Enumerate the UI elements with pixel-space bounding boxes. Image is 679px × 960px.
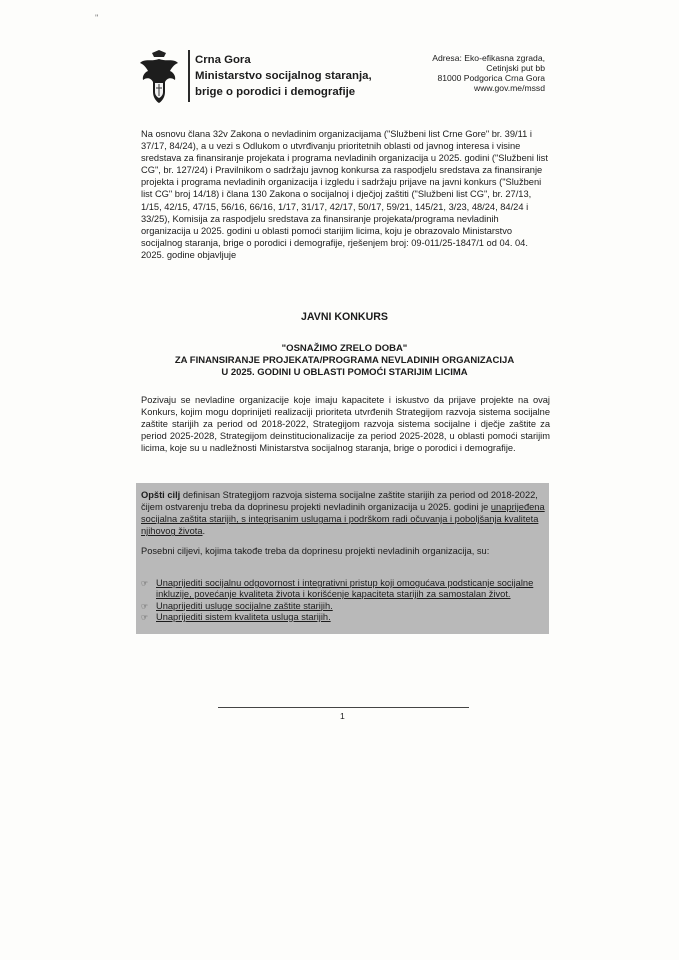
list-item (141, 601, 545, 612)
specific-goals-intro: Posebni ciljevi, kojima takođe treba da doprinesu projekti nevladinih organizacija, su: (141, 546, 490, 556)
header-divider (188, 50, 190, 102)
list-item (141, 612, 545, 623)
ministry-line: Ministarstvo socijalnog staranja, (195, 70, 372, 82)
goal-text: Unaprijediti usluge socijalne zaštite starijih. (156, 600, 333, 611)
coat-of-arms-icon (137, 50, 181, 104)
document-subtitle (141, 343, 548, 378)
ministry-name (195, 52, 372, 100)
address-line: 81000 Podgorica Crna Gora (437, 73, 545, 83)
specific-goals-list (141, 578, 545, 623)
subtitle-line: ZA FINANSIRANJE PROJEKATA/PROGRAMA NEVLADINIH ORGANIZACIJA (174, 354, 515, 366)
document-title: JAVNI KONKURS (301, 311, 388, 323)
goal-text: Unaprijediti sistem kvaliteta usluga starijih. (156, 611, 331, 622)
ministry-line: Crna Gora (195, 54, 251, 66)
invitation-paragraph: Pozivaju se nevladine organizacije koje imaju kapacitete i iskustvo da prijave projekte na ovaj Konkurs, kojim mogu doprinijeti realizaciji prioriteta utvrđenih Strategijom razvoja sistema socijalne zaštite starijih za period od 2018-2022, Strategijom razvoja sistema socijalne i dječje zaštite za period 2025-2028, Strategijom deinstitucionalizacije za period 2025-2028, u oblasti pomoći starijim licima, koje su u nadležnosti Ministarstva socijalnog staranja, brige o porodici i demografije. (141, 395, 550, 454)
address-line: Cetinjski put bb (486, 63, 545, 73)
ministry-line: brige o porodici i demografije (195, 86, 356, 98)
general-goal-text: definisan Strategijom razvoja sistema socijalne zaštite starijih za period od 2018-2022, čijem ostvarenju treba da doprinesu projekti nevladinih organizacija u 2025. godini je (141, 490, 538, 513)
legal-basis-paragraph: Na osnovu člana 32v Zakona o nevladinim organizacijama ("Službeni list Crne Gore" br. 39/11 i 37/17, 84/24), a u vezi s Odlukom o utvrđivanju prioritetnih oblasti od javnog interesa i visine sredstava za finansiranje projekata i programa nevladinih organizacija u 2025. godini ("Službeni list CG", br. 127/24) i Pravilnikom o sadržaju javnog konkursa za raspodjelu sredstava za finansiranje projekta i programa nevladinih organizacija i izgledu i sadržaju prijave na javni konkurs ("Službeni list CG" broj 14/18) i člana 130 Zakona o socijalnoj i dječjoj zaštiti ("Službeni list CG", br. 27/13, 1/15, 42/15, 47/15, 56/16, 66/16, 1/17, 31/17, 42/17, 50/17, 59/21, 145/21, 3/23, 48/24, 84/24 i 33/25), Komisija za raspodjelu sredstava za finansiranje projekata/programa nevladinih organizacija u 2025. godini u oblasti pomoći starijim licima, koju je obrazovalo Ministarstvo socijalnog staranja, brige o porodici i demografije, rješenjem broj: 09-011/25-1847/1 od 04. 04. 2025. godine objavljuje (141, 129, 548, 260)
hand-pointer-icon: ☞ (141, 601, 149, 611)
hand-pointer-icon: ☞ (141, 579, 149, 588)
general-goal-paragraph (141, 489, 545, 537)
website-link[interactable]: www.gov.me/mssd (474, 83, 545, 93)
hand-pointer-icon: ☞ (141, 612, 149, 622)
page-mark: '' (95, 13, 99, 23)
subtitle-line: "OSNAŽIMO ZRELO DOBA" (281, 343, 408, 354)
address-line: Adresa: Eko-efikasna zgrada, (432, 53, 545, 63)
goal-text: Unaprijediti socijalnu odgovornost i integrativni pristup koji omogućava podsticanje socijalne inkluzije, povećanje kvaliteta života i korišćenje kapaciteta starijih za samostalan život. (156, 578, 534, 600)
general-goal-label: Opšti cilj (141, 490, 181, 500)
general-goal-underlined: unaprijeđena socijalna zaštita starijih, s integrisanim uslugama i podrškom radi očuvanja i poboljšanja kvaliteta njihovog života (141, 502, 545, 537)
page-number: 1 (340, 711, 345, 721)
footer-divider (218, 707, 469, 708)
list-item (141, 578, 545, 601)
address-block (432, 53, 545, 93)
general-goal-end: . (202, 526, 206, 537)
subtitle-line: U 2025. GODINI U OBLASTI POMOĆI STARIJIM LICIMA (221, 366, 468, 378)
